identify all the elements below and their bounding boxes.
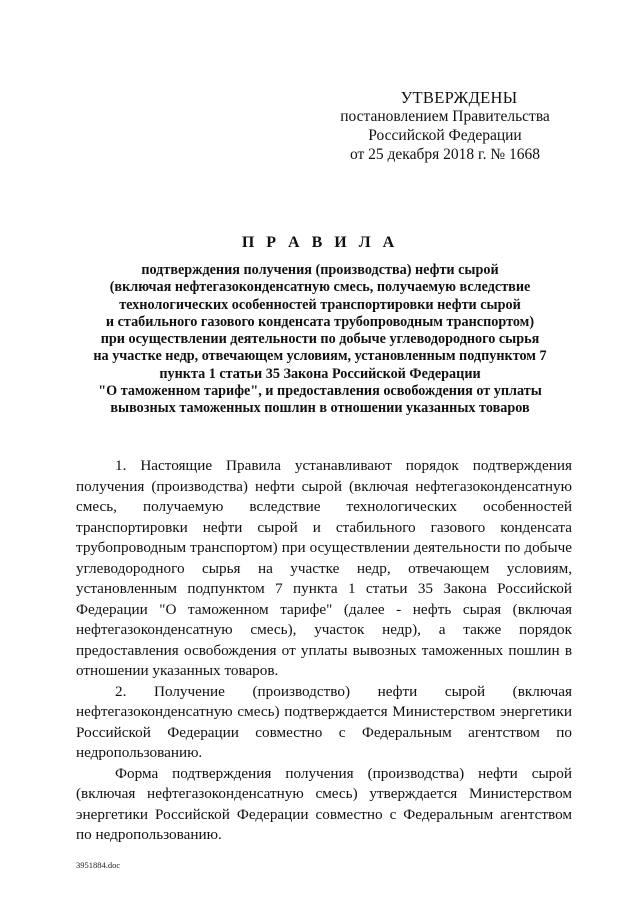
approval-line-2: Российской Федерации — [368, 127, 522, 144]
paragraph-2: 2. Получение (производство) нефти сырой (включая нефтегазоконденсатную смесь) подтверждается Министерством энергетики Российской Федерации совместно с Федеральным агентством по недропользованию. — [76, 682, 572, 761]
subtitle-line: при осуществлении деятельности по добыче углеводородного сырья — [100, 331, 540, 348]
approval-line-3: от 25 декабря 2018 г. № 1668 — [349, 146, 541, 163]
subtitle-line: пункта 1 статьи 35 Закона Российской Федерации — [159, 365, 481, 382]
document-subtitle — [60, 262, 580, 418]
subtitle-line: на участке недр, отвечающем условиям, установленным подпунктом 7 — [93, 348, 547, 365]
subtitle-line: технологических особенностей транспортировки нефти сырой — [119, 296, 521, 313]
document-body — [76, 456, 572, 846]
approval-block — [330, 88, 560, 164]
paragraph-1: 1. Настоящие Правила устанавливают порядок подтверждения получения (производства) нефти сырой (включая нефтегазоконденсатную смесь, получаемую вследствие технологических особенностей транспортировки нефти сырой и стабильного газового конденсата трубопроводным транспортом) при осуществлении деятельности по добыче углеводородного сырья на участке недр, отвечающем условиям, установленным подпунктом 7 пункта 1 статьи 35 Закона Российской Федерации "О таможенном тарифе" (далее - нефть сырая (включая нефтегазоконденсатную смесь), участок недр), а также порядок предоставления освобождения от уплаты вывозных таможенных пошлин в отношении указанных товаров. — [76, 457, 572, 679]
subtitle-line: (включая нефтегазоконденсатную смесь, получаемую вследствие — [109, 279, 531, 296]
subtitle-line: подтверждения получения (производства) нефти сырой — [141, 262, 499, 278]
subtitle-line: "О таможенном тарифе", и предоставления освобождения от уплаты — [98, 383, 542, 400]
subtitle-line: вывозных таможенных пошлин в отношении указанных товаров — [110, 400, 530, 417]
paragraph-3: Форма подтверждения получения (производства) нефти сырой (включая нефтегазоконденсатную смесь) утверждается Министерством энергетики Российской Федерации совместно с Федеральным агентством по недропользованию. — [76, 764, 572, 843]
subtitle-line: и стабильного газового конденсата трубопроводным транспортом) — [105, 313, 535, 330]
approval-line-1: постановлением Правительства — [340, 108, 550, 125]
document-title: П Р А В И Л А — [241, 234, 399, 251]
approval-heading: УТВЕРЖДЕНЫ — [400, 88, 518, 107]
footer-filename: 3951884.doc — [76, 860, 121, 870]
